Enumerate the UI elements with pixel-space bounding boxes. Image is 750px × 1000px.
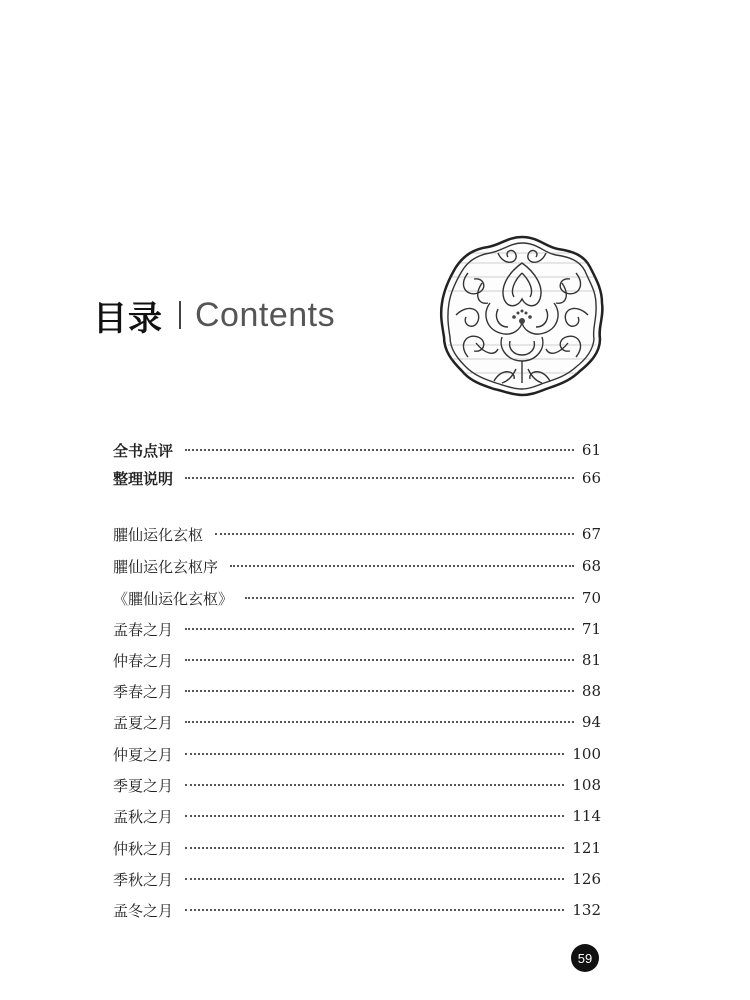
page-number-badge: 59 <box>571 944 599 972</box>
toc-entry-page: 132 <box>572 901 601 919</box>
title-english: Contents <box>195 295 336 334</box>
toc-entry[interactable] <box>113 586 601 610</box>
dot-leader <box>185 628 574 630</box>
toc-entry-title: 全书点评 <box>113 441 174 460</box>
toc-entry-page: 81 <box>581 651 601 669</box>
dot-leader <box>215 533 574 535</box>
toc-entry-page: 121 <box>572 839 601 857</box>
dot-leader <box>185 477 574 479</box>
toc-entry[interactable] <box>113 554 601 578</box>
dot-leader <box>185 659 574 661</box>
toc-entry[interactable] <box>113 466 601 490</box>
toc-entry-title: 仲春之月 <box>113 651 174 670</box>
dot-leader <box>185 878 564 880</box>
toc-entry-title: 仲秋之月 <box>113 839 174 858</box>
toc-entry[interactable] <box>113 836 601 860</box>
page-title <box>93 290 335 340</box>
dot-leader <box>185 847 564 849</box>
toc-entry-page: 70 <box>581 589 601 607</box>
toc-entry-page: 88 <box>581 682 601 700</box>
toc-entry[interactable] <box>113 742 601 766</box>
toc-entry-page: 67 <box>581 525 601 543</box>
dot-leader <box>185 784 564 786</box>
dot-leader <box>185 690 574 692</box>
toc-entry[interactable] <box>113 617 601 641</box>
toc-entry[interactable] <box>113 438 601 462</box>
toc-entry-page: 126 <box>572 870 601 888</box>
dot-leader <box>230 565 574 567</box>
toc-entry-page: 66 <box>581 469 601 487</box>
dot-leader <box>185 449 574 451</box>
toc-entry-page: 94 <box>581 713 601 731</box>
toc-entry-title: 整理说明 <box>113 469 174 488</box>
dot-leader <box>245 597 574 599</box>
toc-entry-title: 孟冬之月 <box>113 901 174 920</box>
dot-leader <box>185 909 564 911</box>
toc-entry[interactable] <box>113 867 601 891</box>
toc-entry-title: 季秋之月 <box>113 870 174 889</box>
title-chinese: 目录 <box>93 298 163 339</box>
toc-entry-page: 100 <box>572 745 601 763</box>
title-divider <box>179 301 181 329</box>
toc-entry[interactable] <box>113 710 601 734</box>
toc-entry[interactable] <box>113 648 601 672</box>
toc-entry[interactable] <box>113 804 601 828</box>
toc-entry-page: 71 <box>581 620 601 638</box>
toc-entry-title: 孟夏之月 <box>113 713 174 732</box>
toc-entry-page: 68 <box>581 557 601 575</box>
toc-entry-page: 61 <box>581 441 601 459</box>
toc-entry-title: 臞仙运化玄枢 <box>113 525 204 544</box>
toc-entry-title: 季夏之月 <box>113 776 174 795</box>
toc-entry[interactable] <box>113 679 601 703</box>
toc-entry-title: 孟秋之月 <box>113 807 174 826</box>
toc-entry[interactable] <box>113 898 601 922</box>
toc-entry-title: 季春之月 <box>113 682 174 701</box>
toc-entry-title: 仲夏之月 <box>113 745 174 764</box>
floral-medallion-icon <box>438 233 606 398</box>
toc-entry[interactable] <box>113 773 601 797</box>
dot-leader <box>185 815 564 817</box>
toc-entry-page: 114 <box>572 807 601 825</box>
dot-leader <box>185 753 564 755</box>
toc-entry-title: 《臞仙运化玄枢》 <box>113 589 234 608</box>
toc-entry-title: 孟春之月 <box>113 620 174 639</box>
dot-leader <box>185 721 574 723</box>
toc-entry[interactable] <box>113 522 601 546</box>
toc-entry-page: 108 <box>572 776 601 794</box>
toc-entry-title: 臞仙运化玄枢序 <box>113 557 219 576</box>
